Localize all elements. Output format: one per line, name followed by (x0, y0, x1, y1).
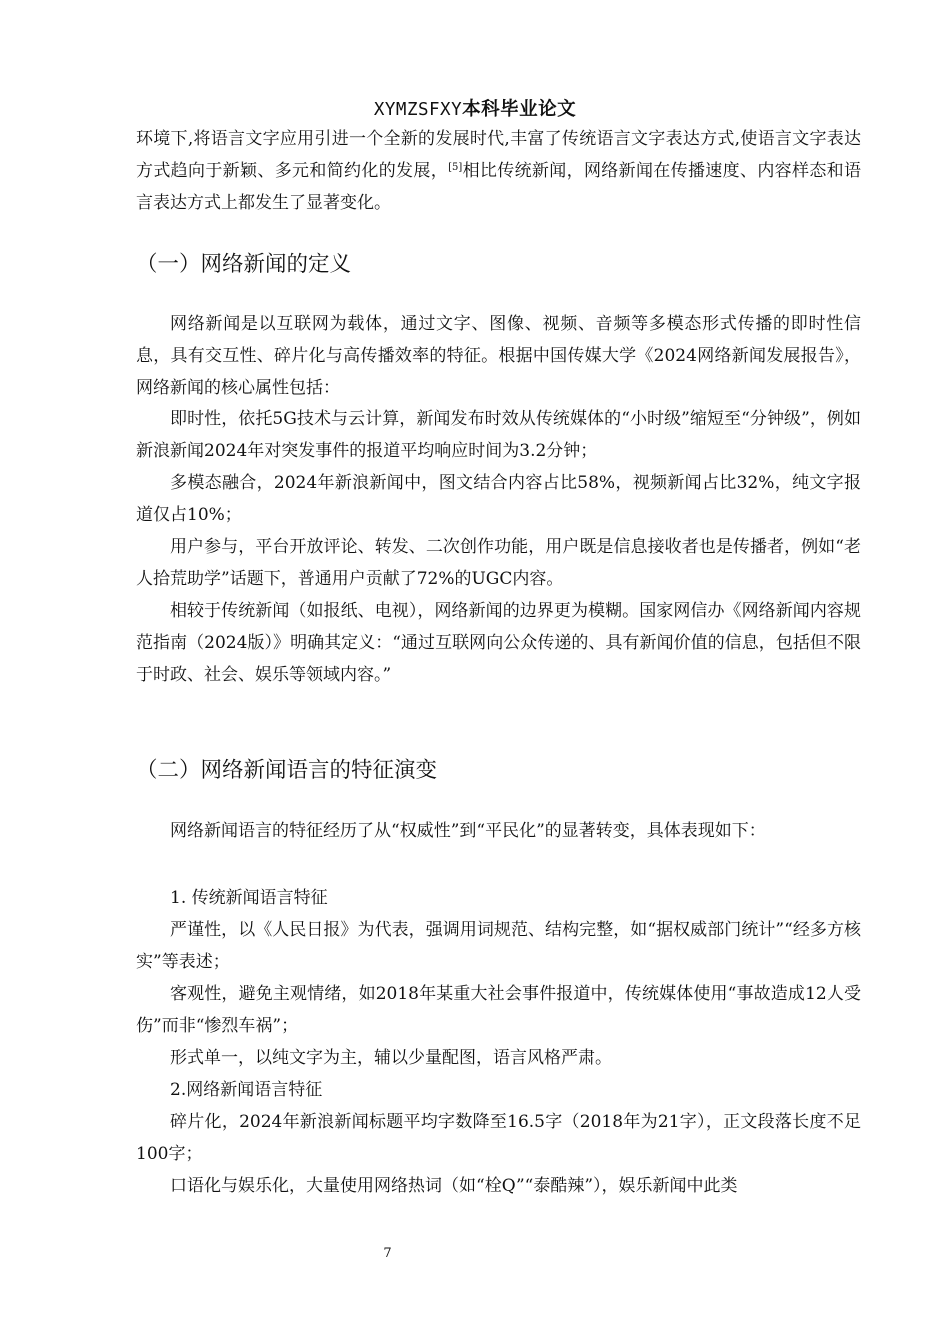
s2-paragraph-1: 严谨性，以《人民日报》为代表，强调用词规范、结构完整，如“据权威部门统计”“经多方核实”等表述； (136, 920, 861, 972)
intro-text-a: 环境下,将语言文字应用引进一个全新的发展时代,丰富了传统语言文字表达方式,使语言文字表达方式趋向于新颖、多元和简约化的发展， (136, 129, 861, 181)
section-heading-2: （二）网络新闻语言的特征演变 (136, 758, 438, 783)
s2-paragraph-5: 口语化与娱乐化，大量使用网络热词（如“栓Q”“泰酷辣”），娱乐新闻中此类 (170, 1176, 738, 1196)
subheading-traditional: 1. 传统新闻语言特征 (170, 888, 328, 908)
intro-paragraph (136, 124, 861, 219)
page-number: 7 (383, 1246, 392, 1261)
intro-text-b: 相比传统新闻，网络新闻在传播速度、内容样态和语言表达方式上都发生了显著变化。 (136, 160, 862, 213)
s1-paragraph-4: 用户参与，平台开放评论、转发、二次创作功能，用户既是信息接收者也是传播者，例如“老人拾荒助学”话题下，普通用户贡献了72%的UGC内容。 (136, 537, 861, 589)
s2-paragraph-4: 碎片化，2024年新浪新闻标题平均字数降至16.5字（2018年为21字），正文段落长度不足100字； (136, 1112, 861, 1164)
s2-intro: 网络新闻语言的特征经历了从“权威性”到“平民化”的显著转变，具体表现如下： (170, 821, 766, 841)
s1-paragraph-5: 相较于传统新闻（如报纸、电视），网络新闻的边界更为模糊。国家网信办《网络新闻内容规范指南（2024版）》明确其定义：“通过互联网向公众传递的、具有新闻价值的信息，包括但不限于时政、社会、娱乐等领域内容。” (136, 601, 861, 685)
s2-paragraph-2: 客观性，避免主观情绪，如2018年某重大社会事件报道中，传统媒体使用“事故造成12人受伤”而非“惨烈车祸”； (136, 984, 861, 1036)
s1-paragraph-2: 即时性，依托5G技术与云计算，新闻发布时效从传统媒体的“小时级”缩短至“分钟级”，例如新浪新闻2024年对突发事件的报道平均响应时间为3.2分钟； (136, 409, 861, 461)
subheading-online: 2.网络新闻语言特征 (170, 1080, 323, 1100)
s1-paragraph-1: 网络新闻是以互联网为载体，通过文字、图像、视频、音频等多模态形式传播的即时性信息，具有交互性、碎片化与高传播效率的特征。根据中国传媒大学《2024网络新闻发展报告》，网络新闻的核心属性包括： (136, 314, 861, 398)
section-heading-1: （一）网络新闻的定义 (136, 252, 352, 277)
page-header (0, 98, 950, 122)
s2-paragraph-3: 形式单一，以纯文字为主，辅以少量配图，语言风格严肃。 (170, 1048, 612, 1068)
s1-paragraph-3: 多模态融合，2024年新浪新闻中，图文结合内容占比58%，视频新闻占比32%，纯文字报道仅占10%； (136, 473, 861, 525)
citation-ref: [5] (448, 161, 463, 173)
header-title: 本科毕业论文 (462, 99, 577, 120)
header-code: XYMZSFXY (373, 100, 463, 120)
